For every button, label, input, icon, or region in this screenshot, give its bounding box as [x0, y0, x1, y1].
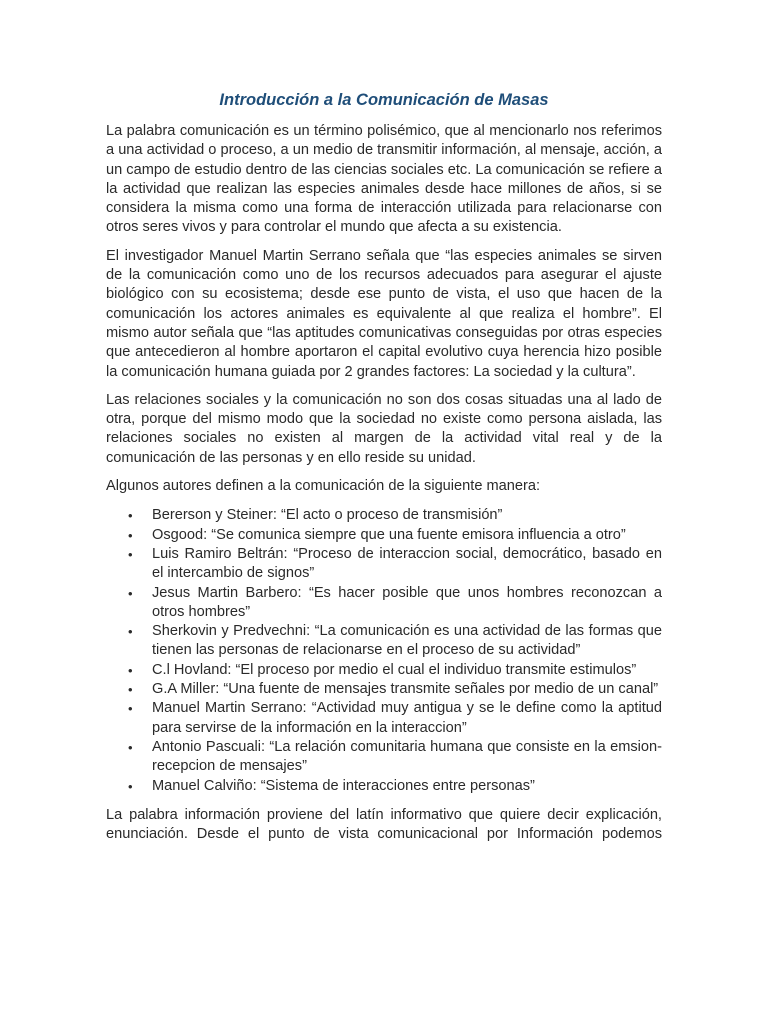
- list-item: [106, 545, 662, 584]
- list-item-text: Antonio Pascuali: “La relación comunitaria humana que consiste en la emsion-recepcion de mensajes”: [152, 738, 662, 775]
- list-item: [106, 738, 662, 777]
- list-item-text: Sherkovin y Predvechni: “La comunicación es una actividad de las formas que tienen las personas de relacionarse en el proceso de su actividad”: [152, 623, 662, 659]
- list-item-text: Jesus Martin Barbero: “Es hacer posible que unos hombres reconozcan a otros hombres”: [152, 584, 662, 620]
- document-title: Introducción a la Comunicación de Masas: [219, 91, 549, 109]
- bullet-icon: •: [128, 624, 133, 640]
- bullet-icon: •: [128, 508, 133, 524]
- list-item-text: Manuel Calviño: “Sistema de interacciones entre personas”: [152, 777, 535, 794]
- list-item: [106, 680, 662, 699]
- list-item-text: C.l Hovland: “El proceso por medio el cual el individuo transmite estimulos”: [152, 661, 637, 678]
- bullet-icon: •: [128, 585, 133, 601]
- list-item-text: Osgood: “Se comunica siempre que una fuente emisora influencia a otro”: [152, 526, 626, 543]
- list-item-text: Manuel Martin Serrano: “Actividad muy antigua y se le define como la aptitud para servirse de la información en la interaccion”: [152, 700, 662, 736]
- paragraph-social-relations: Las relaciones sociales y la comunicación no son dos cosas situadas una al lado de otra, porque del mismo modo que la sociedad no existe como persona aislada, las relaciones sociales no existen al margen de la actividad vital real y de la comunicación de las personas y en ello reside su unidad.: [106, 391, 662, 466]
- document-page: [106, 88, 662, 844]
- bullet-icon: •: [128, 546, 133, 562]
- list-item: [106, 526, 662, 545]
- bullet-icon: •: [128, 701, 133, 717]
- bullet-icon: •: [128, 682, 133, 698]
- list-item-text: Luis Ramiro Beltrán: “Proceso de interaccion social, democrático, basado en el intercambio de signos”: [152, 545, 662, 582]
- paragraph-martin-serrano: El investigador Manuel Martin Serrano señala que “las especies animales se sirven de la comunicación como uno de los recursos adecuados para asegurar el ajuste biológico con su ecosistema; desde ese punto de vista, el uso que hacen de la comunicación los actores animales es equivalente al que realiza el hombre”. El mismo autor señala que “las aptitudes comunicativas conseguidas por otras especies que antecedieron al hombre aportaron el capital evolutivo cuya herencia hizo posible la comunicación humana guiada por 2 grandes factores: La sociedad y la cultura”.: [106, 247, 662, 380]
- bullet-icon: •: [128, 662, 133, 678]
- list-item: [106, 584, 662, 623]
- paragraph-information: La palabra información proviene del latín informativo que quiere decir explicación, enunciación. Desde el punto de vista comunicacional por Información podemos: [106, 806, 662, 843]
- list-intro: Algunos autores definen a la comunicación de la siguiente manera:: [106, 478, 541, 495]
- list-item: [106, 661, 662, 680]
- bullet-icon: •: [128, 527, 133, 543]
- definitions-list: [106, 506, 662, 795]
- list-item: [106, 699, 662, 738]
- bullet-icon: •: [128, 739, 133, 755]
- list-item-text: Bererson y Steiner: “El acto o proceso de transmisión”: [152, 507, 503, 524]
- list-item: [106, 777, 662, 796]
- bullet-icon: •: [128, 778, 133, 794]
- list-item: [106, 506, 662, 525]
- paragraph-definition-communication: La palabra comunicación es un término polisémico, que al mencionarlo nos referimos a una actividad o proceso, a un medio de transmitir información, al mensaje, acción, a un campo de estudio dentro de las ciencias sociales etc. La comunicación se refiere a la actividad que realizan las especies animales desde hace millones de años, si se considera la misma como una forma de interacción utilizada para relacionarse con otros seres vivos y para controlar el mundo que afecta a su existencia.: [106, 123, 662, 236]
- list-item: [106, 622, 662, 661]
- list-item-text: G.A Miller: “Una fuente de mensajes transmite señales por medio de un canal”: [152, 681, 659, 698]
